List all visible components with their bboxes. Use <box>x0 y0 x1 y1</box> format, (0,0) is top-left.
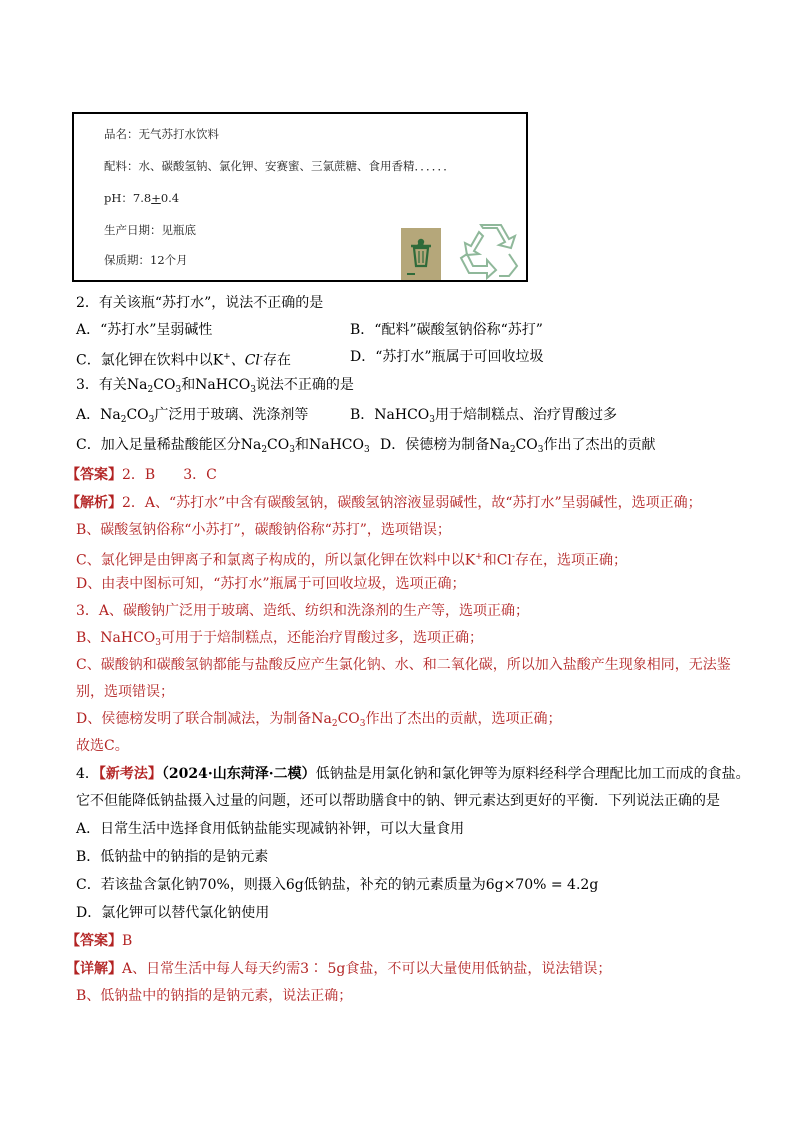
q2-stem: 2．有关该瓶“苏打水”，说法不正确的是 <box>76 295 324 311</box>
analysis-line-9: D、侯德榜发明了联合制减法，为制备$Na_2CO_3$作出了杰出的贡献，选项正确； <box>76 711 562 729</box>
product-label-box <box>72 112 528 282</box>
detail-line-1: 【详解】A、日常生活中每人每天约需3∶ 5g食盐，不可以大量使用低钠盐，说法错误； <box>66 961 612 977</box>
detail-line-2: B、低钠盐中的钠指的是钠元素，说法正确； <box>76 988 353 1004</box>
q2-option-a: A．“苏打水”呈弱碱性 <box>76 322 213 338</box>
analysis-line-10: 故选C。 <box>76 738 129 754</box>
q3-option-c: C．加入足量稀盐酸能区分$Na_2CO_3$和NaHCO$_3$ <box>76 437 370 455</box>
q3-stem: 3．有关$Na_2CO_3$和NaHCO$_3$说法不正确的是 <box>76 377 354 395</box>
label-ph: pH：7.8+0.4 <box>104 191 180 205</box>
q4-option-a: A．日常生活中选择食用低钠盐能实现减钠补钾，可以大量食用 <box>76 821 465 837</box>
analysis-line-3: C、氯化钾是由钾离子和氯离子构成的，所以氯化钾在饮料中以K+和Cl-存在，选项正确； <box>76 552 627 569</box>
q4-stem-line-2: 它不但能降低钠盐摄入过量的问题，还可以帮助膳食中的钠、钾元素达到更好的平衡．下列说法正确的是 <box>76 793 720 809</box>
analysis-line-5: 3．A、碳酸钠广泛用于玻璃、造纸、纺织和洗涤剂的生产等，选项正确； <box>76 603 530 619</box>
label-shelf-life: 保质期：12个月 <box>104 253 188 267</box>
label-name: 品名：无气苏打水饮料 <box>104 127 219 141</box>
q2-option-c: C．氯化钾在饮料中以K+、Cl-存在 <box>76 352 291 369</box>
analysis-line-8: 别，选项错误； <box>76 684 174 700</box>
q3-option-d: D．侯德榜为制备$Na_2CO_3$作出了杰出的贡献 <box>380 437 656 455</box>
label-date: 生产日期：见瓶底 <box>104 223 196 237</box>
q4-option-b: B．低钠盐中的钠指的是钠元素 <box>76 849 269 865</box>
answer-2-3: 【答案】2．B 3．C <box>66 467 217 483</box>
q4-option-c: C．若该盐含氯化钠70%，则摄入6g低钠盐，补充的钠元素质量为6g×70% = 4.2g <box>76 877 599 893</box>
analysis-line-4: D、由表中图标可知，“苏打水”瓶属于可回收垃圾，选项正确； <box>76 576 466 592</box>
q4-stem-line-1: 4．【新考法】（2024·山东菏泽·二模）低钠盐是用氯化钠和氯化钾等为原料经科学合理配比加工而成的食盐。 <box>76 766 750 782</box>
trash-bin-icon <box>401 228 441 280</box>
answer-4: 【答案】B <box>66 933 133 949</box>
recycle-icon <box>459 220 521 282</box>
q3-option-b: B．NaHCO$_3$用于焙制糕点、治疗胃酸过多 <box>350 407 618 425</box>
analysis-line-6: B、NaHCO$_3$可用于于焙制糕点，还能治疗胃酸过多，选项正确； <box>76 630 484 648</box>
q2-option-b: B．“配料”碳酸氢钠俗称“苏打” <box>350 322 543 338</box>
q2-option-d: D．“苏打水”瓶属于可回收垃圾 <box>350 349 544 365</box>
analysis-line-7: C、碳酸钠和碳酸氢钠都能与盐酸反应产生氯化钠、水、和二氧化碳，所以加入盐酸产生现象相同，无法鉴 <box>76 657 731 673</box>
analysis-line-1: 【解析】2．A、“苏打水”中含有碳酸氢钠，碳酸氢钠溶液显弱碱性，故“苏打水”呈弱碱性，选项正确； <box>66 495 702 511</box>
label-ingredients: 配料：水、碳酸氢钠、氯化钾、安赛蜜、三氯蔗糖、食用香精．．．．．． <box>104 159 455 173</box>
q3-option-a: A．$Na_2CO_3$广泛用于玻璃、洗涤剂等 <box>76 407 309 425</box>
q4-option-d: D．氯化钾可以替代氯化钠使用 <box>76 905 270 921</box>
analysis-line-2: B、碳酸氢钠俗称“小苏打”，碳酸钠俗称“苏打”，选项错误； <box>76 522 451 538</box>
